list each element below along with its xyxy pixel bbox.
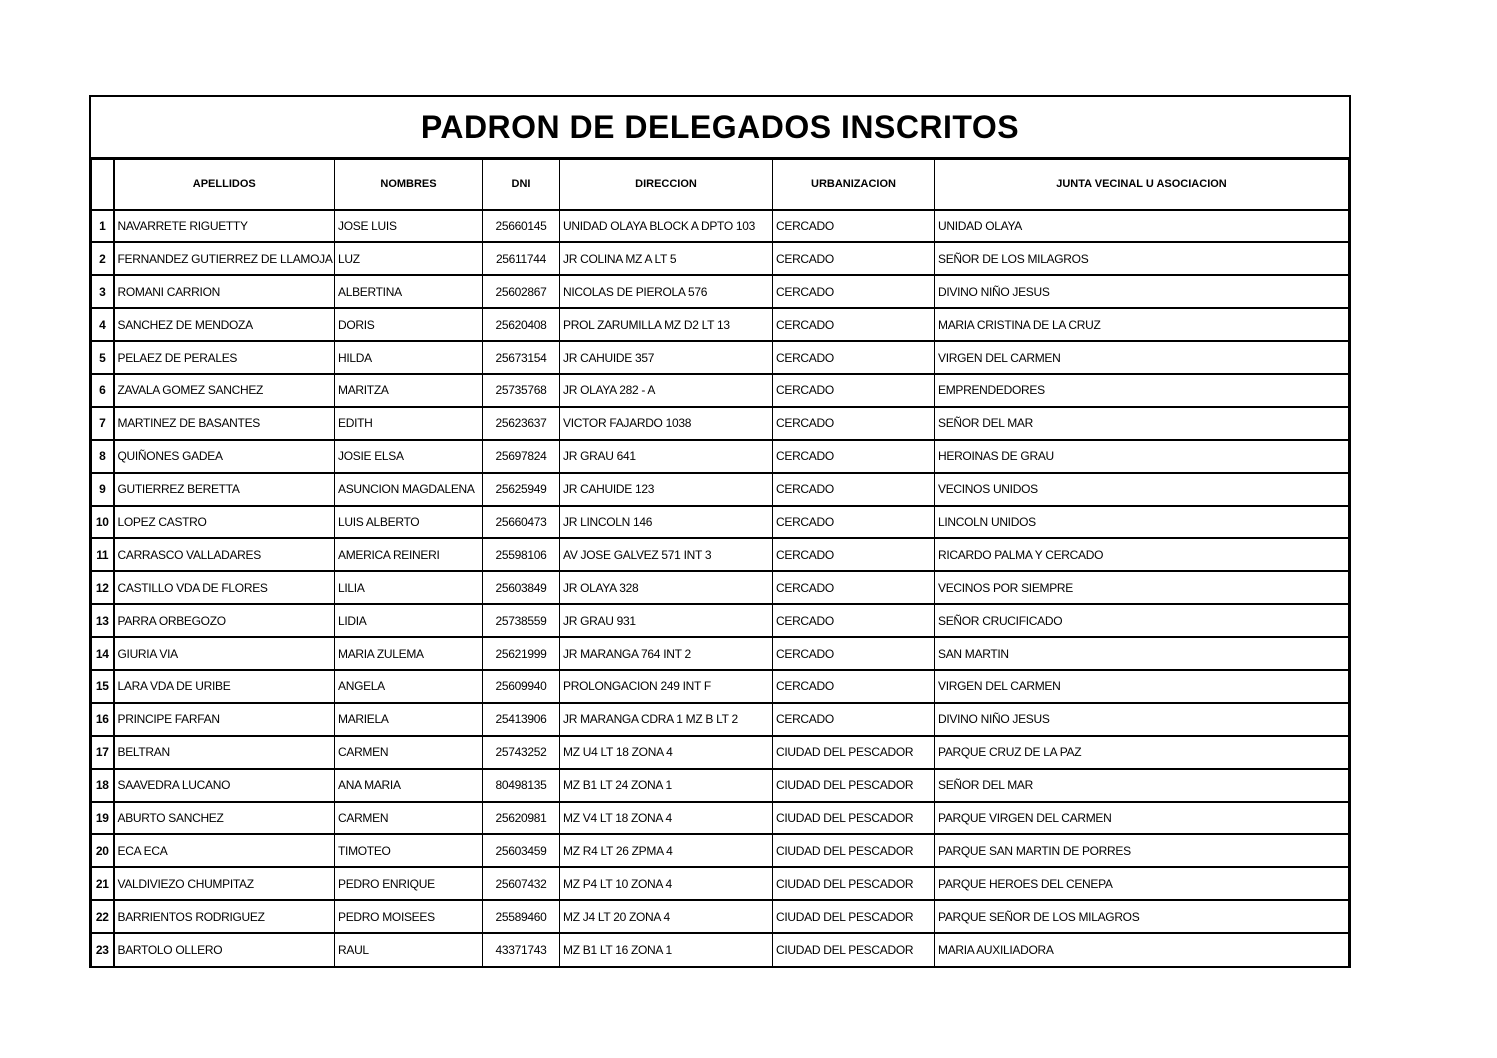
row-number: 7	[92, 407, 114, 440]
row-number: 21	[92, 867, 114, 900]
cell-junta: UNIDAD OLAYA	[935, 210, 1349, 243]
cell-nombres: EDITH	[335, 407, 483, 440]
cell-dni: 25735768	[483, 374, 560, 407]
cell-nombres: ANGELA	[335, 670, 483, 703]
table-row	[92, 341, 1349, 374]
cell-urbanizacion: CIUDAD DEL PESCADOR	[773, 933, 935, 966]
table-row	[92, 834, 1349, 867]
cell-direccion: JR GRAU 641	[560, 440, 773, 473]
row-number: 5	[92, 341, 114, 374]
header-num	[92, 160, 114, 210]
row-number: 19	[92, 802, 114, 835]
cell-nombres: LILIA	[335, 571, 483, 604]
table-row	[92, 703, 1349, 736]
cell-dni: 25413906	[483, 703, 560, 736]
cell-apellidos: ROMANI CARRION	[114, 275, 335, 308]
cell-dni: 25611744	[483, 242, 560, 275]
row-number: 23	[92, 933, 114, 966]
cell-apellidos: PARRA ORBEGOZO	[114, 604, 335, 637]
cell-nombres: CARMEN	[335, 736, 483, 769]
cell-nombres: JOSIE ELSA	[335, 440, 483, 473]
cell-direccion: PROLONGACION 249 INT F	[560, 670, 773, 703]
table-row	[92, 571, 1349, 604]
cell-apellidos: BARTOLO OLLERO	[114, 933, 335, 966]
cell-nombres: MARIELA	[335, 703, 483, 736]
table-row	[92, 473, 1349, 506]
header-nombres: NOMBRES	[335, 160, 483, 210]
cell-junta: SEÑOR CRUCIFICADO	[935, 604, 1349, 637]
cell-nombres: LUZ	[335, 242, 483, 275]
row-number: 20	[92, 834, 114, 867]
row-number: 22	[92, 900, 114, 933]
cell-direccion: NICOLAS DE PIEROLA 576	[560, 275, 773, 308]
row-number: 2	[92, 242, 114, 275]
cell-junta: SAN MARTIN	[935, 637, 1349, 670]
cell-dni: 25620981	[483, 802, 560, 835]
cell-apellidos: ZAVALA GOMEZ SANCHEZ	[114, 374, 335, 407]
cell-apellidos: SANCHEZ DE MENDOZA	[114, 308, 335, 341]
cell-direccion: JR CAHUIDE 123	[560, 473, 773, 506]
cell-urbanizacion: CERCADO	[773, 670, 935, 703]
table-row	[92, 736, 1349, 769]
cell-direccion: JR MARANGA CDRA 1 MZ B LT 2	[560, 703, 773, 736]
cell-urbanizacion: CERCADO	[773, 538, 935, 571]
table-row	[92, 670, 1349, 703]
cell-urbanizacion: CERCADO	[773, 571, 935, 604]
table-row	[92, 769, 1349, 802]
cell-dni: 25623637	[483, 407, 560, 440]
cell-nombres: CARMEN	[335, 802, 483, 835]
header-direccion: DIRECCION	[560, 160, 773, 210]
header-row	[92, 160, 1349, 210]
cell-apellidos: BARRIENTOS RODRIGUEZ	[114, 900, 335, 933]
cell-direccion: MZ U4 LT 18 ZONA 4	[560, 736, 773, 769]
cell-dni: 25738559	[483, 604, 560, 637]
table-row	[92, 900, 1349, 933]
cell-urbanizacion: CIUDAD DEL PESCADOR	[773, 769, 935, 802]
cell-nombres: MARITZA	[335, 374, 483, 407]
cell-apellidos: ABURTO SANCHEZ	[114, 802, 335, 835]
cell-junta: VECINOS POR SIEMPRE	[935, 571, 1349, 604]
cell-direccion: JR OLAYA 282 - A	[560, 374, 773, 407]
delegados-table	[91, 159, 1349, 966]
table-body	[92, 210, 1349, 966]
cell-apellidos: PELAEZ DE PERALES	[114, 341, 335, 374]
cell-nombres: PEDRO MOISEES	[335, 900, 483, 933]
cell-dni: 80498135	[483, 769, 560, 802]
cell-dni: 25602867	[483, 275, 560, 308]
cell-urbanizacion: CERCADO	[773, 242, 935, 275]
header-junta: JUNTA VECINAL U ASOCIACION	[935, 160, 1349, 210]
cell-direccion: JR MARANGA 764 INT 2	[560, 637, 773, 670]
padron-sheet	[89, 95, 1351, 968]
cell-urbanizacion: CIUDAD DEL PESCADOR	[773, 834, 935, 867]
cell-apellidos: VALDIVIEZO CHUMPITAZ	[114, 867, 335, 900]
cell-urbanizacion: CIUDAD DEL PESCADOR	[773, 736, 935, 769]
cell-apellidos: SAAVEDRA LUCANO	[114, 769, 335, 802]
cell-apellidos: GIURIA VIA	[114, 637, 335, 670]
cell-direccion: MZ B1 LT 24 ZONA 1	[560, 769, 773, 802]
cell-junta: MARIA CRISTINA DE LA CRUZ	[935, 308, 1349, 341]
cell-dni: 25625949	[483, 473, 560, 506]
table-row	[92, 374, 1349, 407]
cell-direccion: AV JOSE GALVEZ 571 INT 3	[560, 538, 773, 571]
cell-junta: PARQUE SEÑOR DE LOS MILAGROS	[935, 900, 1349, 933]
cell-dni: 25621999	[483, 637, 560, 670]
cell-nombres: AMERICA REINERI	[335, 538, 483, 571]
cell-direccion: MZ B1 LT 16 ZONA 1	[560, 933, 773, 966]
table-row	[92, 604, 1349, 637]
table-row	[92, 637, 1349, 670]
row-number: 11	[92, 538, 114, 571]
cell-junta: VIRGEN DEL CARMEN	[935, 341, 1349, 374]
cell-junta: HEROINAS DE GRAU	[935, 440, 1349, 473]
cell-junta: DIVINO NIÑO JESUS	[935, 703, 1349, 736]
cell-direccion: MZ P4 LT 10 ZONA 4	[560, 867, 773, 900]
cell-junta: MARIA AUXILIADORA	[935, 933, 1349, 966]
row-number: 6	[92, 374, 114, 407]
cell-urbanizacion: CERCADO	[773, 275, 935, 308]
cell-direccion: UNIDAD OLAYA BLOCK A DPTO 103	[560, 210, 773, 243]
cell-dni: 25598106	[483, 538, 560, 571]
row-number: 16	[92, 703, 114, 736]
cell-urbanizacion: CERCADO	[773, 374, 935, 407]
cell-dni: 25743252	[483, 736, 560, 769]
cell-urbanizacion: CERCADO	[773, 473, 935, 506]
cell-urbanizacion: CERCADO	[773, 308, 935, 341]
cell-dni: 25673154	[483, 341, 560, 374]
cell-direccion: JR COLINA MZ A LT 5	[560, 242, 773, 275]
cell-urbanizacion: CERCADO	[773, 407, 935, 440]
cell-apellidos: QUIÑONES GADEA	[114, 440, 335, 473]
cell-urbanizacion: CERCADO	[773, 637, 935, 670]
cell-nombres: JOSE LUIS	[335, 210, 483, 243]
cell-dni: 25603459	[483, 834, 560, 867]
row-number: 10	[92, 506, 114, 539]
cell-nombres: LIDIA	[335, 604, 483, 637]
header-apellidos: APELLIDOS	[114, 160, 335, 210]
table-row	[92, 242, 1349, 275]
cell-junta: RICARDO PALMA Y CERCADO	[935, 538, 1349, 571]
cell-urbanizacion: CERCADO	[773, 703, 935, 736]
cell-nombres: ANA MARIA	[335, 769, 483, 802]
cell-direccion: VICTOR FAJARDO 1038	[560, 407, 773, 440]
row-number: 9	[92, 473, 114, 506]
cell-apellidos: FERNANDEZ GUTIERREZ DE LLAMOJA	[114, 242, 335, 275]
cell-dni: 25607432	[483, 867, 560, 900]
table-row	[92, 210, 1349, 243]
cell-apellidos: BELTRAN	[114, 736, 335, 769]
cell-apellidos: CARRASCO VALLADARES	[114, 538, 335, 571]
cell-apellidos: LARA VDA DE URIBE	[114, 670, 335, 703]
cell-dni: 25609940	[483, 670, 560, 703]
cell-junta: SEÑOR DE LOS MILAGROS	[935, 242, 1349, 275]
table-row	[92, 867, 1349, 900]
cell-apellidos: LOPEZ CASTRO	[114, 506, 335, 539]
cell-apellidos: ECA ECA	[114, 834, 335, 867]
row-number: 4	[92, 308, 114, 341]
header-urbanizacion: URBANIZACION	[773, 160, 935, 210]
cell-junta: PARQUE SAN MARTIN DE PORRES	[935, 834, 1349, 867]
cell-dni: 25660473	[483, 506, 560, 539]
cell-dni: 25660145	[483, 210, 560, 243]
cell-dni: 25620408	[483, 308, 560, 341]
cell-direccion: MZ R4 LT 26 ZPMA 4	[560, 834, 773, 867]
table-row	[92, 275, 1349, 308]
cell-junta: DIVINO NIÑO JESUS	[935, 275, 1349, 308]
cell-junta: PARQUE VIRGEN DEL CARMEN	[935, 802, 1349, 835]
cell-nombres: ASUNCION MAGDALENA	[335, 473, 483, 506]
cell-direccion: JR CAHUIDE 357	[560, 341, 773, 374]
cell-dni: 25697824	[483, 440, 560, 473]
cell-junta: VECINOS UNIDOS	[935, 473, 1349, 506]
cell-junta: VIRGEN DEL CARMEN	[935, 670, 1349, 703]
cell-urbanizacion: CERCADO	[773, 440, 935, 473]
row-number: 3	[92, 275, 114, 308]
cell-direccion: PROL ZARUMILLA MZ D2 LT 13	[560, 308, 773, 341]
cell-direccion: JR OLAYA 328	[560, 571, 773, 604]
table-row	[92, 407, 1349, 440]
table-row	[92, 802, 1349, 835]
row-number: 15	[92, 670, 114, 703]
cell-urbanizacion: CERCADO	[773, 604, 935, 637]
cell-apellidos: GUTIERREZ BERETTA	[114, 473, 335, 506]
cell-apellidos: MARTINEZ DE BASANTES	[114, 407, 335, 440]
table-header	[92, 160, 1349, 210]
cell-apellidos: NAVARRETE RIGUETTY	[114, 210, 335, 243]
cell-apellidos: PRINCIPE FARFAN	[114, 703, 335, 736]
cell-urbanizacion: CIUDAD DEL PESCADOR	[773, 900, 935, 933]
table-row	[92, 933, 1349, 966]
cell-dni: 25603849	[483, 571, 560, 604]
row-number: 12	[92, 571, 114, 604]
cell-nombres: RAUL	[335, 933, 483, 966]
cell-nombres: TIMOTEO	[335, 834, 483, 867]
table-row	[92, 308, 1349, 341]
cell-dni: 25589460	[483, 900, 560, 933]
cell-urbanizacion: CIUDAD DEL PESCADOR	[773, 867, 935, 900]
row-number: 14	[92, 637, 114, 670]
table-row	[92, 440, 1349, 473]
cell-junta: SEÑOR DEL MAR	[935, 769, 1349, 802]
table-row	[92, 538, 1349, 571]
row-number: 17	[92, 736, 114, 769]
cell-dni: 43371743	[483, 933, 560, 966]
header-dni: DNI	[483, 160, 560, 210]
row-number: 13	[92, 604, 114, 637]
cell-junta: LINCOLN UNIDOS	[935, 506, 1349, 539]
cell-junta: EMPRENDEDORES	[935, 374, 1349, 407]
cell-direccion: MZ V4 LT 18 ZONA 4	[560, 802, 773, 835]
cell-direccion: JR GRAU 931	[560, 604, 773, 637]
cell-direccion: MZ J4 LT 20 ZONA 4	[560, 900, 773, 933]
cell-urbanizacion: CERCADO	[773, 341, 935, 374]
cell-junta: PARQUE HEROES DEL CENEPA	[935, 867, 1349, 900]
cell-urbanizacion: CERCADO	[773, 210, 935, 243]
cell-nombres: LUIS ALBERTO	[335, 506, 483, 539]
cell-direccion: JR LINCOLN 146	[560, 506, 773, 539]
row-number: 8	[92, 440, 114, 473]
table-row	[92, 506, 1349, 539]
cell-junta: PARQUE CRUZ DE LA PAZ	[935, 736, 1349, 769]
page-title: PADRON DE DELEGADOS INSCRITOS	[91, 97, 1349, 159]
row-number: 18	[92, 769, 114, 802]
row-number: 1	[92, 210, 114, 243]
cell-nombres: MARIA ZULEMA	[335, 637, 483, 670]
cell-urbanizacion: CIUDAD DEL PESCADOR	[773, 802, 935, 835]
cell-apellidos: CASTILLO VDA DE FLORES	[114, 571, 335, 604]
cell-nombres: HILDA	[335, 341, 483, 374]
cell-nombres: PEDRO ENRIQUE	[335, 867, 483, 900]
cell-nombres: ALBERTINA	[335, 275, 483, 308]
cell-urbanizacion: CERCADO	[773, 506, 935, 539]
cell-nombres: DORIS	[335, 308, 483, 341]
cell-junta: SEÑOR DEL MAR	[935, 407, 1349, 440]
